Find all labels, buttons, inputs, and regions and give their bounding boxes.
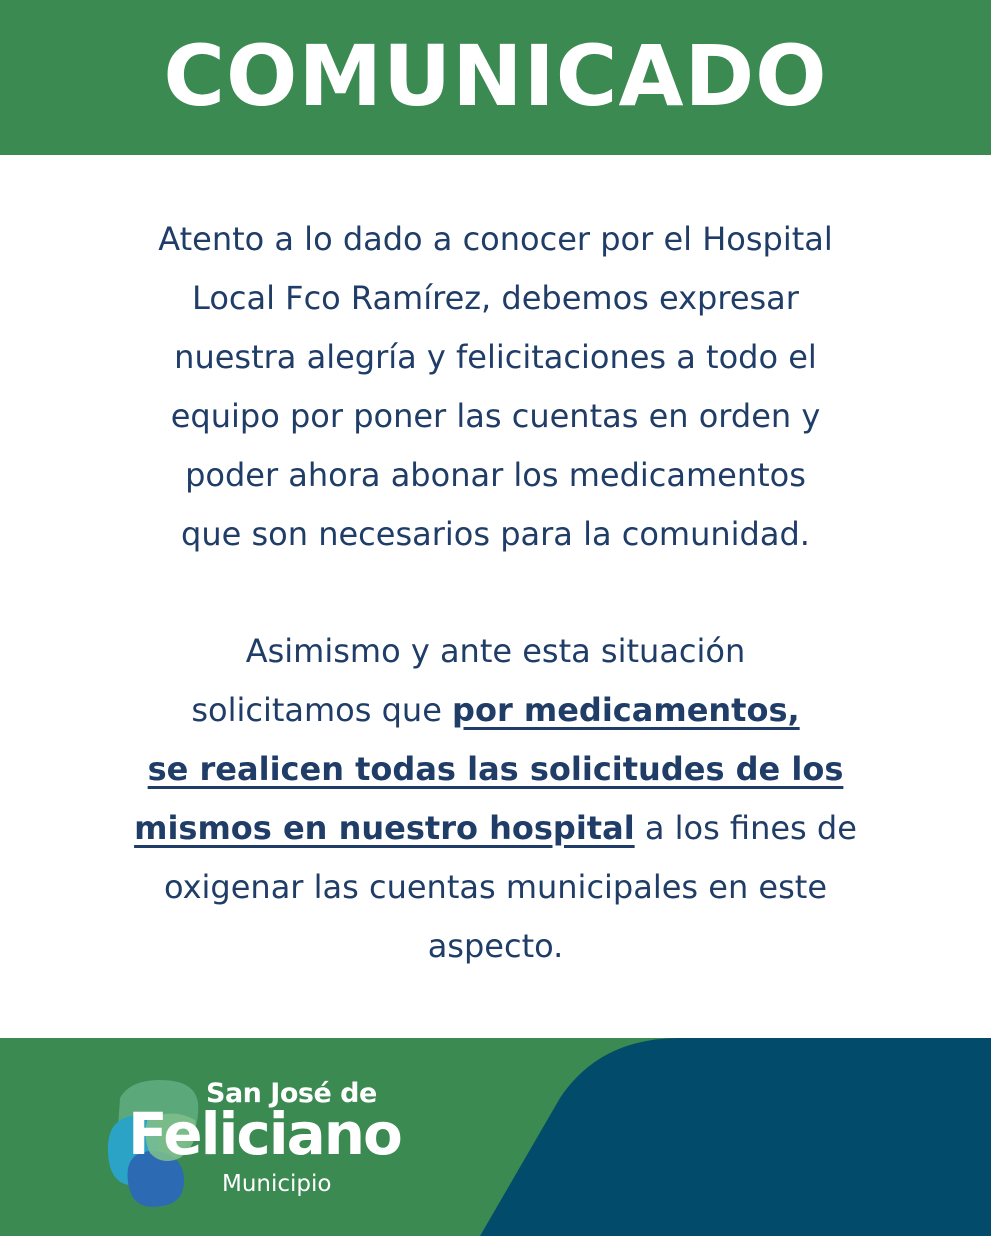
text-line (60, 681, 931, 740)
text-line: equipo por poner las cuentas en orden y (170, 397, 821, 435)
logo-text-top: San José de (206, 1078, 377, 1109)
paragraph-congratulations (60, 210, 931, 564)
logo-text-main: Feliciano (128, 1100, 401, 1168)
text-segment: solicitamos que (191, 691, 453, 729)
emphasized-text: por medicamentos, (452, 691, 800, 729)
emphasized-text: mismos en nuestro hospital (134, 809, 635, 847)
text-line (60, 799, 931, 858)
text-line: oxigenar las cuentas municipales en este (163, 868, 827, 906)
page-title: COMUNICADO (163, 26, 828, 125)
municipality-logo (100, 1058, 420, 1228)
header-banner (0, 0, 991, 155)
text-line: que son necesarios para la comunidad. (181, 515, 810, 553)
text-line: nuestra alegría y felicitaciones a todo el (174, 338, 817, 376)
text-line: poder ahora abonar los medicamentos (185, 456, 806, 494)
text-line: Asimismo y ante esta situación (245, 632, 746, 670)
text-segment: a los fines de (634, 809, 857, 847)
text-line: Local Fco Ramírez, debemos expresar (192, 279, 799, 317)
text-line (60, 740, 931, 799)
logo-text-sub: Municipio (222, 1171, 332, 1197)
paragraph-request (60, 622, 931, 976)
emphasized-text: se realicen todas las solicitudes de los (147, 750, 844, 788)
text-line: aspecto. (427, 927, 564, 965)
text-line: Atento a lo dado a conocer por el Hospital (158, 220, 833, 258)
footer-banner (0, 1038, 991, 1236)
